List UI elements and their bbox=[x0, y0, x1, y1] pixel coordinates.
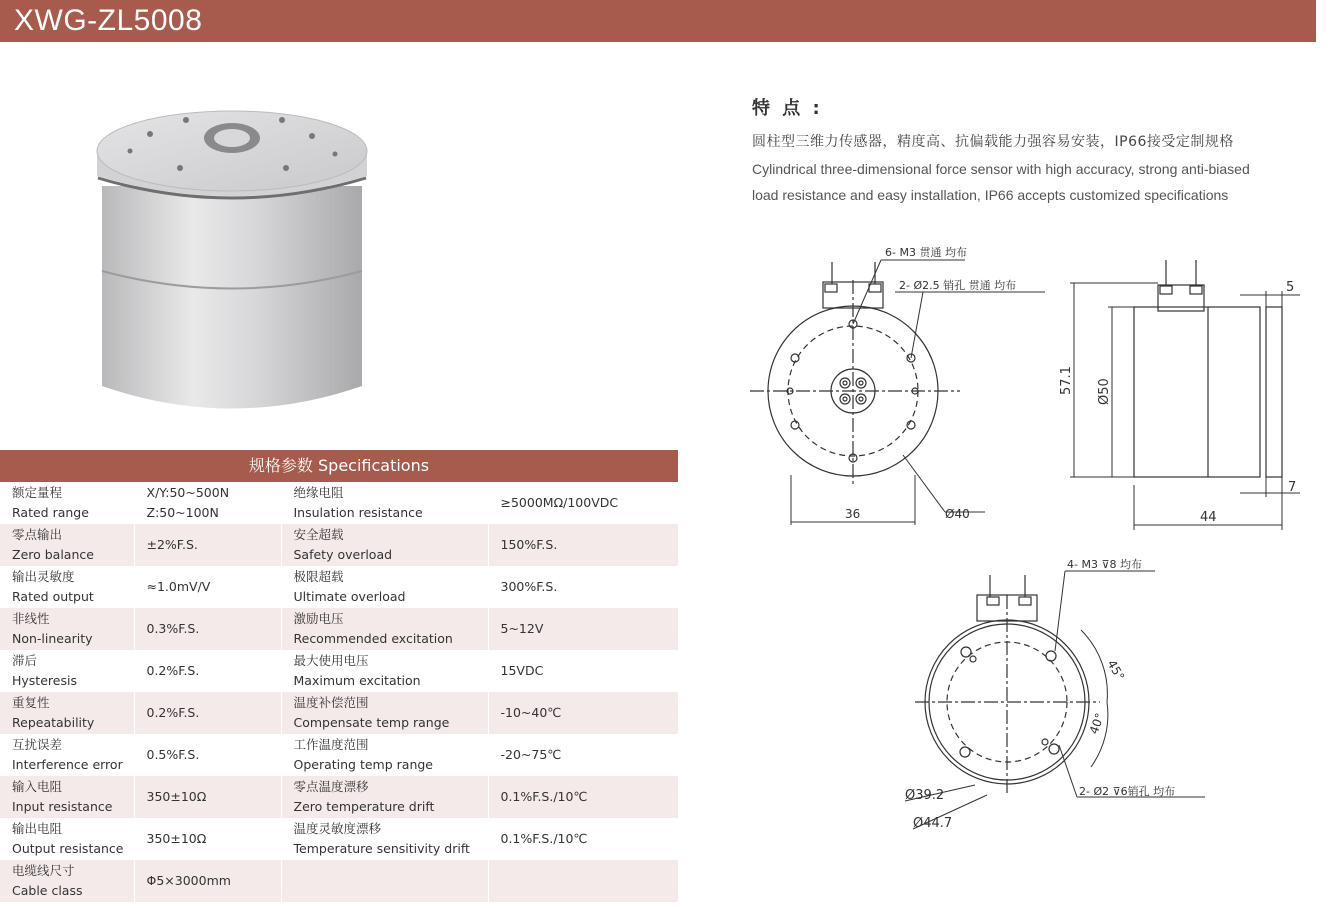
param-name-en: Non-linearity bbox=[12, 631, 93, 646]
dim-d39-2: Ø39.2 bbox=[905, 788, 945, 803]
table-row bbox=[0, 482, 678, 524]
param-cell bbox=[281, 734, 488, 776]
value-cell bbox=[488, 482, 678, 524]
value-cell bbox=[488, 734, 678, 776]
param-value: 350±10Ω bbox=[146, 789, 207, 804]
param-name-en: Operating temp range bbox=[293, 757, 433, 772]
dim-57-1: 57.1 bbox=[1059, 366, 1074, 395]
param-value: 0.5%F.S. bbox=[146, 747, 200, 762]
features-text-en-1: Cylindrical three-dimensional force sensor with high accuracy, strong anti-biased bbox=[752, 161, 1250, 177]
param-value: ±2%F.S. bbox=[146, 537, 198, 552]
dim-d44-7: Ø44.7 bbox=[913, 816, 953, 831]
value-cell bbox=[134, 818, 281, 860]
table-row bbox=[0, 692, 678, 734]
front-view-drawing bbox=[745, 240, 1065, 530]
param-name-en: Recommended excitation bbox=[293, 631, 453, 646]
param-name-zh: 非线性 bbox=[12, 611, 50, 626]
param-value: ≥5000MΩ/100VDC bbox=[500, 495, 619, 510]
value-cell bbox=[134, 524, 281, 566]
features-text-en-2: load resistance and easy installation, IP66 accepts customized specifications bbox=[752, 187, 1229, 203]
product-photo bbox=[90, 96, 380, 426]
value-cell bbox=[488, 524, 678, 566]
param-cell bbox=[281, 692, 488, 734]
value-cell bbox=[488, 566, 678, 608]
note-holes-top: 6- M3 贯通 均布 bbox=[885, 246, 967, 259]
value-cell bbox=[134, 776, 281, 818]
param-name-zh: 工作温度范围 bbox=[293, 737, 369, 752]
dim-d40: Ø40 bbox=[945, 507, 970, 521]
param-value: ≈1.0mV/V bbox=[146, 579, 211, 594]
value-cell bbox=[488, 818, 678, 860]
param-value: 0.3%F.S. bbox=[146, 621, 200, 636]
param-value: 15VDC bbox=[500, 663, 544, 678]
param-name-en: Rated range bbox=[12, 505, 89, 520]
value-cell bbox=[134, 482, 281, 524]
param-name-en: Rated output bbox=[12, 589, 94, 604]
param-name-zh: 滞后 bbox=[12, 653, 38, 668]
value-cell bbox=[488, 776, 678, 818]
param-value: 0.2%F.S. bbox=[146, 663, 200, 678]
table-row bbox=[0, 524, 678, 566]
param-value-2: Z:50~100N bbox=[146, 505, 219, 520]
value-cell bbox=[134, 566, 281, 608]
param-cell bbox=[0, 482, 134, 524]
angle-40: 40° bbox=[1086, 711, 1108, 737]
param-cell bbox=[0, 692, 134, 734]
param-name-zh: 激励电压 bbox=[293, 611, 344, 626]
param-cell bbox=[0, 524, 134, 566]
param-cell bbox=[0, 650, 134, 692]
param-cell bbox=[281, 776, 488, 818]
param-name-en: Repeatability bbox=[12, 715, 95, 730]
param-name-en: Temperature sensitivity drift bbox=[293, 841, 470, 856]
param-name-zh: 温度补偿范围 bbox=[293, 695, 369, 710]
param-name-en: Hysteresis bbox=[12, 673, 77, 688]
param-name-zh: 输出电阻 bbox=[12, 821, 63, 836]
value-cell bbox=[134, 608, 281, 650]
value-cell bbox=[134, 860, 281, 902]
param-value: 0.2%F.S. bbox=[146, 705, 200, 720]
param-name-zh: 额定量程 bbox=[12, 485, 63, 500]
param-name-en: Compensate temp range bbox=[293, 715, 450, 730]
table-row bbox=[0, 776, 678, 818]
features-title: 特 点 : bbox=[752, 98, 823, 119]
bottom-view-drawing bbox=[895, 555, 1215, 835]
specifications-table bbox=[0, 482, 679, 902]
param-value: X/Y:50~500N bbox=[146, 485, 230, 500]
dim-7: 7 bbox=[1288, 480, 1297, 495]
param-cell bbox=[281, 482, 488, 524]
value-cell bbox=[134, 692, 281, 734]
dim-36: 36 bbox=[845, 507, 861, 521]
param-name-en: Interference error bbox=[12, 757, 123, 772]
param-cell bbox=[0, 818, 134, 860]
param-name-en: Maximum excitation bbox=[293, 673, 421, 688]
param-name-en: Insulation resistance bbox=[293, 505, 423, 520]
param-value: -20~75℃ bbox=[500, 747, 562, 762]
dim-d50: Ø50 bbox=[1097, 378, 1112, 405]
param-value: 150%F.S. bbox=[500, 537, 558, 552]
param-name-en: Cable class bbox=[12, 883, 83, 898]
param-name-en: Zero temperature drift bbox=[293, 799, 435, 814]
param-value: -10~40℃ bbox=[500, 705, 562, 720]
param-cell bbox=[0, 566, 134, 608]
value-cell bbox=[134, 734, 281, 776]
note-pins-bottom: 2- Ø2 ⊽6销孔 均布 bbox=[1079, 785, 1176, 798]
param-name-zh: 零点温度漂移 bbox=[293, 779, 369, 794]
param-name-zh: 输入电阻 bbox=[12, 779, 63, 794]
param-name-zh: 最大使用电压 bbox=[293, 653, 369, 668]
param-name-zh: 零点输出 bbox=[12, 527, 63, 542]
param-name-zh: 极限超载 bbox=[293, 569, 344, 584]
param-name-zh: 互扰误差 bbox=[12, 737, 63, 752]
specifications-header: 规格参数 Specifications bbox=[0, 450, 678, 482]
value-cell bbox=[488, 650, 678, 692]
value-cell bbox=[488, 860, 678, 902]
param-name-zh: 温度灵敏度漂移 bbox=[293, 821, 382, 836]
param-cell bbox=[281, 566, 488, 608]
side-view-drawing bbox=[1050, 255, 1310, 535]
param-cell bbox=[0, 860, 134, 902]
features-text-zh: 圆柱型三维力传感器，精度高、抗偏载能力强容易安装，IP66接受定制规格 bbox=[752, 134, 1234, 150]
table-row bbox=[0, 650, 678, 692]
param-value: 0.1%F.S./10℃ bbox=[500, 831, 588, 846]
dim-5: 5 bbox=[1286, 280, 1295, 295]
param-value: 5~12V bbox=[500, 621, 544, 636]
param-name-en: Safety overload bbox=[293, 547, 393, 562]
value-cell bbox=[488, 608, 678, 650]
param-cell bbox=[281, 860, 488, 902]
param-name-zh: 重复性 bbox=[12, 695, 50, 710]
param-name-en: Ultimate overload bbox=[293, 589, 406, 604]
table-row bbox=[0, 860, 678, 902]
param-name-zh: 绝缘电阻 bbox=[293, 485, 344, 500]
param-name-zh: 安全超载 bbox=[293, 527, 344, 542]
param-value: 0.1%F.S./10℃ bbox=[500, 789, 588, 804]
note-holes-bottom: 4- M3 ⊽8 均布 bbox=[1067, 558, 1142, 571]
param-name-en: Zero balance bbox=[12, 547, 94, 562]
param-cell bbox=[0, 776, 134, 818]
angle-45: 45° bbox=[1104, 657, 1128, 683]
dim-44: 44 bbox=[1200, 510, 1217, 525]
title-banner bbox=[0, 0, 1316, 42]
product-title: XWG-ZL5008 bbox=[14, 4, 203, 37]
param-cell bbox=[281, 608, 488, 650]
param-cell bbox=[0, 734, 134, 776]
features-section bbox=[752, 94, 1332, 208]
table-row bbox=[0, 566, 678, 608]
param-value: 300%F.S. bbox=[500, 579, 558, 594]
table-row bbox=[0, 608, 678, 650]
value-cell bbox=[488, 692, 678, 734]
param-cell bbox=[281, 650, 488, 692]
param-name-en: Output resistance bbox=[12, 841, 124, 856]
note-pins: 2- Ø2.5 销孔 贯通 均布 bbox=[899, 279, 1017, 292]
value-cell bbox=[134, 650, 281, 692]
table-row bbox=[0, 818, 678, 860]
param-name-zh: 输出灵敏度 bbox=[12, 569, 75, 584]
table-row bbox=[0, 734, 678, 776]
param-cell bbox=[0, 608, 134, 650]
param-value: Φ5×3000mm bbox=[146, 873, 231, 888]
param-cell bbox=[281, 524, 488, 566]
param-name-en: Input resistance bbox=[12, 799, 113, 814]
param-value: 350±10Ω bbox=[146, 831, 207, 846]
param-name-zh: 电缆线尺寸 bbox=[12, 863, 75, 878]
param-cell bbox=[281, 818, 488, 860]
